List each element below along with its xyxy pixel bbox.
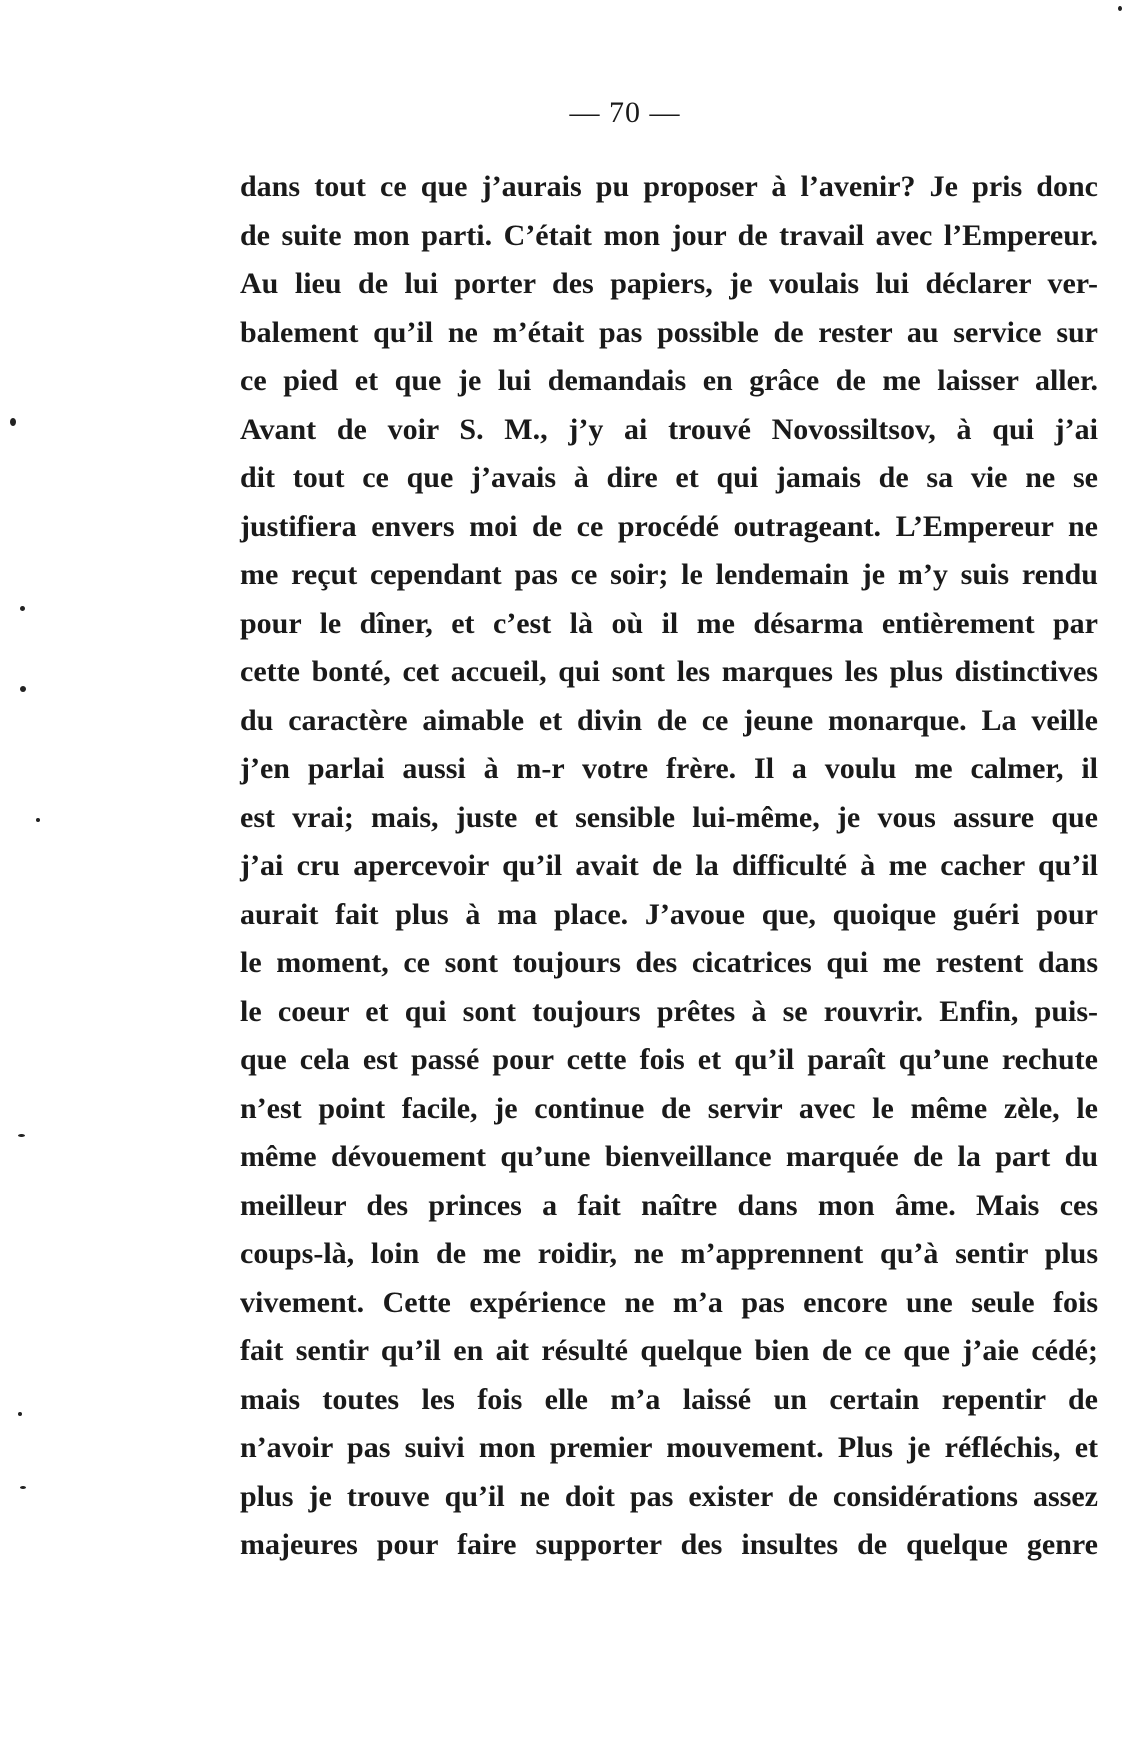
- text-line: cette bonté, cet accueil, qui sont les marques les plus distinctives: [240, 655, 1098, 688]
- text-line: dans tout ce que j’aurais pu proposer à l’avenir? Je pris donc: [240, 170, 1098, 203]
- text-line: j’en parlai aussi à m-r votre frère. Il a voulu me calmer, il: [240, 752, 1098, 785]
- text-line: coups-là, loin de me roidir, ne m’apprennent qu’à sentir plus: [240, 1237, 1098, 1270]
- text-line: mais toutes les fois elle m’a laissé un certain repentir de: [240, 1382, 1098, 1416]
- scan-speck: [36, 818, 40, 822]
- text-line: de suite mon parti. C’était mon jour de travail avec l’Empereur.: [240, 218, 1098, 252]
- text-line: aurait fait plus à ma place. J’avoue que, quoique guéri pour: [240, 897, 1098, 931]
- text-line: balement qu’il ne m’était pas possible de rester au service sur: [240, 315, 1098, 349]
- text-line: que cela est passé pour cette fois et qu’il paraît qu’une rechute: [240, 1043, 1098, 1076]
- scan-speck: [1118, 6, 1122, 11]
- text-line: majeures pour faire supporter des insultes de quelque genre: [240, 1528, 1098, 1561]
- text-line: pour le dîner, et c’est là où il me désarma entièrement par: [240, 606, 1098, 640]
- text-line: dit tout ce que j’avais à dire et qui jamais de sa vie ne se: [240, 461, 1098, 494]
- text-line: n’est point facile, je continue de servir avec le même zèle, le: [240, 1091, 1098, 1125]
- scan-speck: [18, 1412, 22, 1416]
- text-line: j’ai cru apercevoir qu’il avait de la difficulté à me cacher qu’il: [240, 849, 1098, 882]
- scan-speck: [20, 1486, 26, 1489]
- scan-speck: [20, 686, 26, 692]
- text-line: n’avoir pas suivi mon premier mouvement. Plus je réfléchis, et: [240, 1431, 1098, 1464]
- text-line: vivement. Cette expérience ne m’a pas encore une seule fois: [240, 1285, 1098, 1319]
- text-line: justifiera envers moi de ce procédé outrageant. L’Empereur ne: [240, 509, 1098, 543]
- scan-speck: [10, 418, 16, 426]
- scan-speck: [20, 606, 25, 611]
- text-line: Avant de voir S. M., j’y ai trouvé Novossiltsov, à qui j’ai: [240, 412, 1098, 446]
- page-number-text: — 70 —: [569, 96, 681, 129]
- text-line: ce pied et que je lui demandais en grâce de me laisser aller.: [240, 364, 1098, 397]
- text-line: même dévouement qu’une bienveillance marquée de la part du: [240, 1140, 1098, 1173]
- text-line: meilleur des princes a fait naître dans mon âme. Mais ces: [240, 1188, 1098, 1222]
- body-text: [240, 163, 1098, 1570]
- text-line: Au lieu de lui porter des papiers, je voulais lui déclarer ver-: [240, 267, 1098, 300]
- text-line: fait sentir qu’il en ait résulté quelque bien de ce que j’aie cédé;: [240, 1334, 1098, 1367]
- page-number: [0, 96, 1140, 130]
- text-line: le moment, ce sont toujours des cicatrices qui me restent dans: [240, 946, 1098, 979]
- text-line: est vrai; mais, juste et sensible lui-même, je vous assure que: [240, 800, 1098, 834]
- scan-speck: [18, 1134, 25, 1137]
- text-line: plus je trouve qu’il ne doit pas exister de considérations assez: [240, 1479, 1098, 1513]
- text-line: me reçut cependant pas ce soir; le lendemain je m’y suis rendu: [240, 558, 1098, 591]
- text-line: du caractère aimable et divin de ce jeune monarque. La veille: [240, 703, 1098, 737]
- text-line: le coeur et qui sont toujours prêtes à se rouvrir. Enfin, puis-: [240, 994, 1098, 1028]
